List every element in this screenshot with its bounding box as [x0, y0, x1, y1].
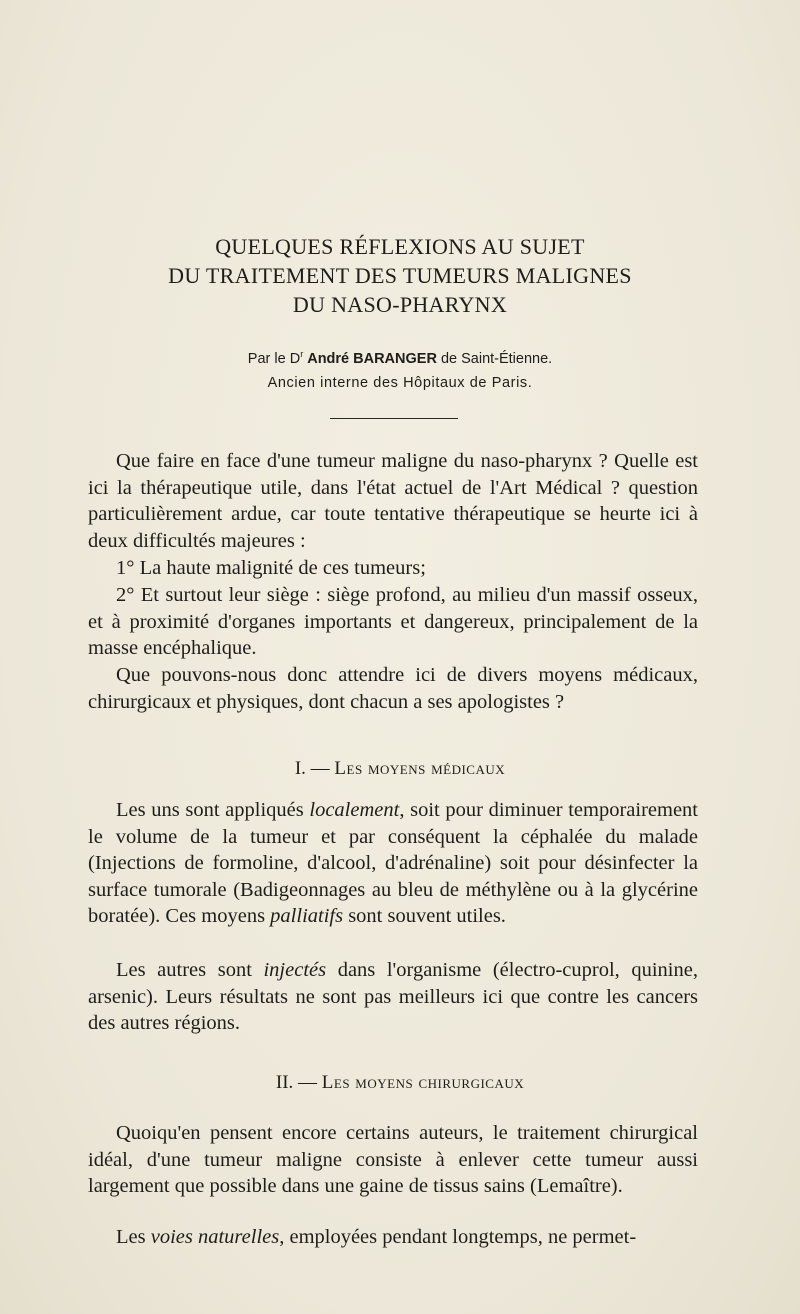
s1p1-text-c: sont souvent utiles. [343, 905, 506, 928]
title-line-3: DU NASO-PHARYNX [292, 292, 508, 317]
section-1-title: Les moyens médicaux [334, 758, 506, 779]
title-line-2: DU TRAITEMENT DES TUMEURS MALIGNES [168, 263, 632, 288]
intro-paragraph-3: 2° Et surtout leur siège : siège profond, au milieu d'un massif osseux, et à proximité d'organes importants et dangereux, principalement de la masse encéphalique. [88, 584, 698, 660]
s2p2-text-b: , employées pendant longtemps, ne permet- [279, 1226, 637, 1248]
section-2-title: Les moyens chirurgicaux [321, 1072, 525, 1093]
article-title [0, 232, 800, 319]
section-1-paragraph-1 [88, 797, 698, 930]
section-2-number: II. — [275, 1072, 322, 1093]
section-heading-1 [0, 758, 800, 780]
byline-prefix: Par le D [247, 350, 301, 367]
byline-sup: r [300, 349, 304, 359]
s1p2-emphasis: injectés [263, 959, 327, 981]
title-line-1: QUELQUES RÉFLEXIONS AU SUJET [215, 234, 585, 259]
author-name: André BARANGER [307, 350, 437, 367]
byline-suffix: de Saint-Étienne. [436, 350, 553, 367]
s1p2-text-a: Les autres sont [116, 959, 264, 981]
s1p1-text-b: , soit pour diminuer temporairement le volume de la tumeur et par conséquent la céphalée du malade (Injections de formoline, d'alcool, d'adrénaline) soit pour désinfecter la surface tumorale (Badigeonnages au bleu de méthylène ou à la glycérine boratée). Ces moyens [88, 799, 698, 928]
separator-rule [330, 418, 458, 419]
author-affiliation: Ancien interne des Hôpitaux de Paris. [267, 375, 533, 391]
section-heading-2 [0, 1072, 800, 1094]
author-byline [0, 344, 800, 369]
section-1-paragraph-2 [88, 957, 698, 1037]
s1p1-text-a: Les uns sont appliqués [116, 799, 310, 821]
intro-paragraph-2: 1° La haute malignité de ces tumeurs; [116, 557, 426, 579]
s2p2-emphasis: voies naturelles [150, 1226, 280, 1248]
s1p1-emphasis-2: palliatifs [270, 905, 344, 928]
section-2-paragraph-2 [88, 1224, 698, 1251]
s2p2-text-a: Les [116, 1226, 151, 1248]
intro-paragraph-1: Que faire en face d'une tumeur maligne du naso-pharynx ? Quelle est ici la thérapeutique utile, dans l'état actuel de l'Art Médical ? question particulièrement ardue, car toute tentative thérapeutique se heurte ici à deux difficultés majeures : [88, 450, 698, 552]
s1p2-text-b: dans l'organisme (électro-cuprol, quinine, arsenic). Leurs résultats ne sont pas meilleurs ici que contre les cancers des autres régions. [88, 959, 698, 1035]
s1p1-emphasis-1: localement [309, 799, 400, 821]
intro-paragraph-4: Que pouvons-nous donc attendre ici de divers moyens médicaux, chirurgicaux et physiques, dont chacun a ses apologistes ? [88, 664, 698, 713]
section-2-paragraph-1: Quoiqu'en pensent encore certains auteurs, le traitement chirurgical idéal, d'une tumeur maligne consiste à enlever cette tumeur aussi largement que possible dans une gaine de tissus sains (Lemaître). [88, 1122, 698, 1198]
section-1-number: I. — [294, 758, 335, 779]
